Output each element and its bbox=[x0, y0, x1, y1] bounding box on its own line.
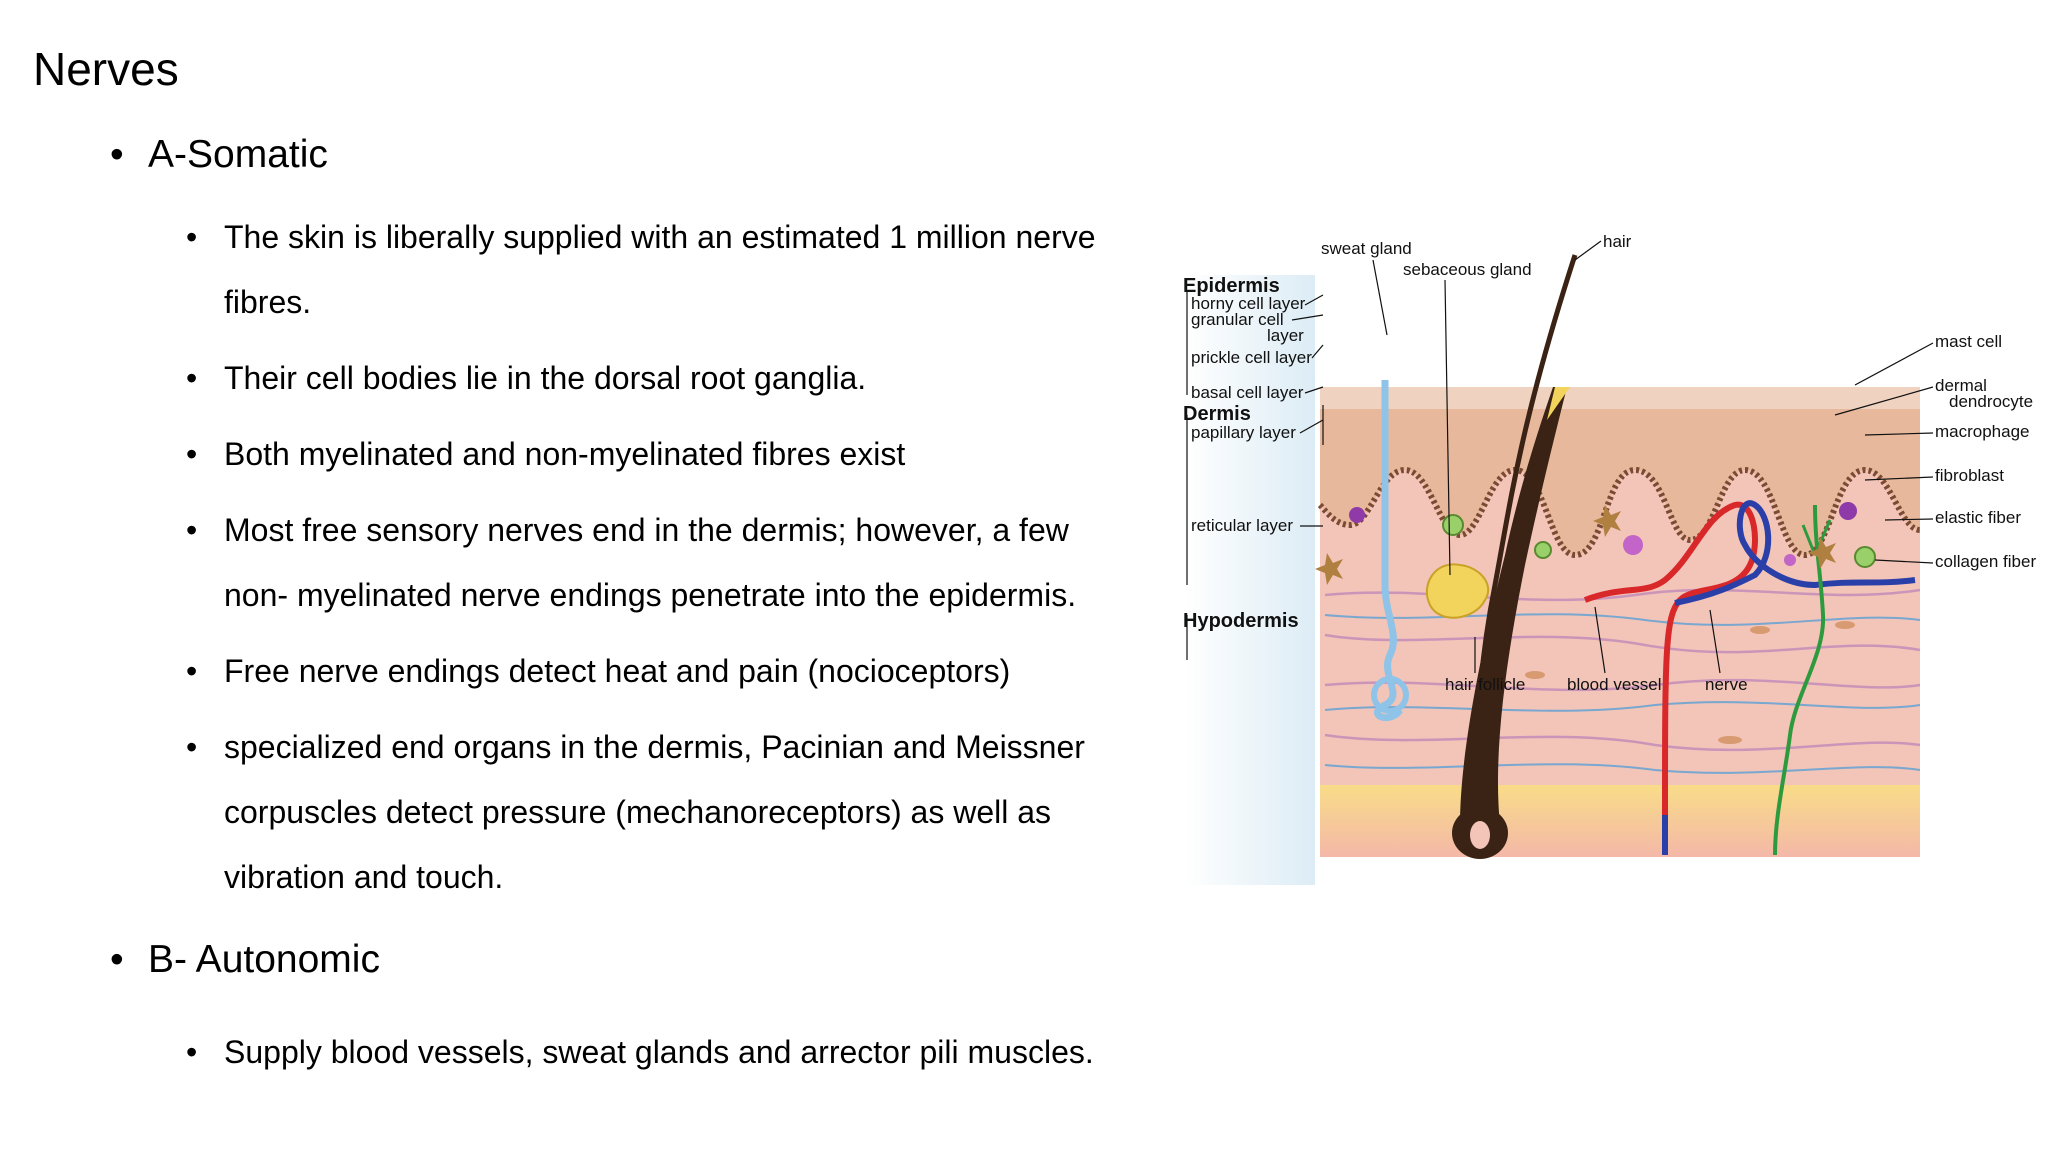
bullet-line: Supply blood vessels, sweat glands and arrector pili muscles. bbox=[224, 1034, 1094, 1070]
hair-papilla bbox=[1470, 821, 1490, 849]
label-prickle-layer: prickle cell layer bbox=[1191, 348, 1312, 367]
label-dermis: Dermis bbox=[1183, 403, 1251, 425]
label-blood-vessel: blood vessel bbox=[1567, 675, 1662, 694]
label-collagen-fiber: collagen fiber bbox=[1935, 552, 2037, 571]
bullet-item bbox=[186, 1020, 1136, 1085]
skin-diagram-svg bbox=[1175, 232, 2045, 905]
label-macrophage: macrophage bbox=[1935, 422, 2030, 441]
bullet-line: Most free sensory nerves end in the dermis; however, a few bbox=[224, 512, 1069, 548]
label-dermal-dendrocyte-1: dermal bbox=[1935, 376, 1987, 395]
bullet-dot: • bbox=[186, 512, 198, 548]
label-mast-cell: mast cell bbox=[1935, 332, 2003, 351]
label-hair: hair bbox=[1603, 232, 1632, 251]
bullet-line: Free nerve endings detect heat and pain (nocioceptors) bbox=[224, 653, 1011, 689]
label-papillary-layer: papillary layer bbox=[1191, 423, 1296, 442]
bullet-dot: • bbox=[186, 1034, 198, 1070]
label-sebaceous-gland: sebaceous gland bbox=[1403, 260, 1532, 279]
bullet-dot: • bbox=[186, 436, 198, 472]
label-granular-layer-2: layer bbox=[1267, 326, 1304, 345]
horny-layer bbox=[1320, 387, 1920, 409]
bullet-item bbox=[186, 498, 1136, 628]
bullet-item bbox=[186, 422, 1136, 487]
label-fibroblast: fibroblast bbox=[1935, 466, 2004, 485]
label-elastic-fiber: elastic fiber bbox=[1935, 508, 2021, 527]
label-basal-layer: basal cell layer bbox=[1191, 383, 1304, 402]
bullet-dot: • bbox=[186, 219, 198, 255]
slide-title: Nerves bbox=[33, 43, 179, 95]
bullet-line: corpuscles detect pressure (mechanoreceptors) as well as bbox=[224, 794, 1052, 830]
bullet-line: Their cell bodies lie in the dorsal root ganglia. bbox=[224, 360, 867, 396]
bullet-line: The skin is liberally supplied with an estimated 1 million nerve bbox=[224, 219, 1096, 255]
bullet-line: vibration and touch. bbox=[224, 859, 504, 895]
label-reticular-layer: reticular layer bbox=[1191, 516, 1294, 535]
bullet-line: fibres. bbox=[224, 284, 312, 320]
bullet-item bbox=[186, 205, 1136, 335]
bullet-item bbox=[186, 346, 1136, 411]
label-dermal-dendrocyte-2: dendrocyte bbox=[1949, 392, 2034, 411]
bullet-dot: • bbox=[110, 938, 124, 981]
section-heading-text: A-Somatic bbox=[148, 133, 328, 176]
bullet-dot: • bbox=[186, 360, 198, 396]
label-sweat-gland: sweat gland bbox=[1321, 239, 1412, 258]
bullet-dot: • bbox=[186, 729, 198, 765]
bullet-item bbox=[186, 639, 1136, 704]
bullet-line: non- myelinated nerve endings penetrate into the epidermis. bbox=[224, 577, 1077, 613]
label-nerve: nerve bbox=[1705, 675, 1748, 694]
hypodermis-region bbox=[1320, 785, 1920, 857]
label-epidermis: Epidermis bbox=[1183, 275, 1280, 297]
label-hair-follicle: hair follicle bbox=[1445, 675, 1526, 694]
skin-diagram bbox=[1175, 232, 2045, 905]
label-horny-layer: horny cell layer bbox=[1191, 294, 1306, 313]
bullet-item bbox=[186, 715, 1136, 910]
bullet-line: specialized end organs in the dermis, Pacinian and Meissner bbox=[224, 729, 1085, 765]
bullet-dot: • bbox=[186, 653, 198, 689]
section-heading-text: B- Autonomic bbox=[148, 938, 380, 981]
bullet-dot: • bbox=[110, 133, 124, 176]
label-hypodermis: Hypodermis bbox=[1183, 610, 1299, 632]
bullet-line: Both myelinated and non-myelinated fibres exist bbox=[224, 436, 906, 472]
label-granular-layer-1: granular cell bbox=[1191, 310, 1284, 329]
